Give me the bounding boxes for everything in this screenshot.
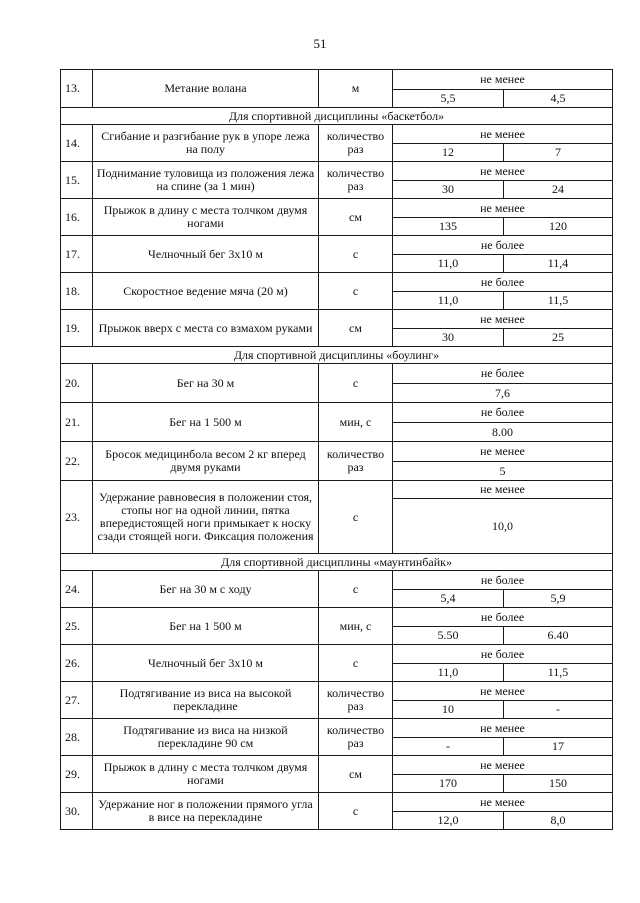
- table-row: [61, 310, 613, 329]
- table-row: [61, 719, 613, 738]
- condition-cell: не менее: [393, 481, 613, 499]
- condition-cell: не менее: [393, 162, 613, 181]
- unit-cell: с: [319, 273, 393, 310]
- condition-cell: не менее: [393, 310, 613, 329]
- unit-cell: мин, с: [319, 608, 393, 645]
- value-cell-1: 170: [393, 775, 504, 793]
- value-cell-2: 24: [504, 181, 613, 199]
- section-title: Для спортивной дисциплины «боулинг»: [61, 347, 613, 364]
- condition-cell: не более: [393, 403, 613, 423]
- value-cell: 7,6: [393, 384, 613, 403]
- table-row: [61, 70, 613, 90]
- table-row: [61, 364, 613, 384]
- condition-cell: не более: [393, 364, 613, 384]
- unit-cell: количество раз: [319, 719, 393, 756]
- exercise-name: Бег на 1 500 м: [93, 403, 319, 442]
- exercise-number: 23.: [61, 481, 93, 554]
- condition-cell: не более: [393, 571, 613, 590]
- condition-cell: не более: [393, 236, 613, 255]
- unit-cell: с: [319, 236, 393, 273]
- table-row: [61, 125, 613, 144]
- value-cell-2: -: [504, 701, 613, 719]
- unit-cell: см: [319, 199, 393, 236]
- unit-cell: количество раз: [319, 442, 393, 481]
- value-cell-2: 6.40: [504, 627, 613, 645]
- table-row: [61, 608, 613, 627]
- value-cell-1: 135: [393, 218, 504, 236]
- exercise-number: 18.: [61, 273, 93, 310]
- unit-cell: с: [319, 645, 393, 682]
- exercise-name: Бег на 1 500 м: [93, 608, 319, 645]
- unit-cell: с: [319, 571, 393, 608]
- condition-cell: не менее: [393, 70, 613, 90]
- exercise-number: 16.: [61, 199, 93, 236]
- exercise-number: 21.: [61, 403, 93, 442]
- condition-cell: не менее: [393, 793, 613, 812]
- section-row: [61, 108, 613, 125]
- exercise-name: Бег на 30 м: [93, 364, 319, 403]
- exercise-name: Прыжок в длину с места толчком двумя ногами: [93, 756, 319, 793]
- table-row: [61, 481, 613, 499]
- table-row: [61, 403, 613, 423]
- condition-cell: не менее: [393, 756, 613, 775]
- exercise-number: 22.: [61, 442, 93, 481]
- exercise-name: Метание волана: [93, 70, 319, 108]
- exercise-number: 24.: [61, 571, 93, 608]
- value-cell-1: 5,5: [393, 90, 504, 108]
- condition-cell: не менее: [393, 125, 613, 144]
- value-cell-1: 11,0: [393, 292, 504, 310]
- table-row: [61, 645, 613, 664]
- condition-cell: не менее: [393, 442, 613, 462]
- value-cell-1: -: [393, 738, 504, 756]
- unit-cell: м: [319, 70, 393, 108]
- table-row: [61, 571, 613, 590]
- section-title: Для спортивной дисциплины «баскетбол»: [61, 108, 613, 125]
- exercise-name: Подтягивание из виса на высокой перекладине: [93, 682, 319, 719]
- value-cell-1: 5,4: [393, 590, 504, 608]
- exercise-name: Подтягивание из виса на низкой перекладине 90 см: [93, 719, 319, 756]
- value-cell-2: 11,5: [504, 664, 613, 682]
- unit-cell: с: [319, 793, 393, 830]
- table-row: [61, 162, 613, 181]
- exercise-number: 14.: [61, 125, 93, 162]
- section-row: [61, 554, 613, 571]
- table-row: [61, 793, 613, 812]
- table-row: [61, 442, 613, 462]
- value-cell-2: 17: [504, 738, 613, 756]
- value-cell-2: 8,0: [504, 812, 613, 830]
- table-row: [61, 682, 613, 701]
- value-cell-1: 30: [393, 329, 504, 347]
- value-cell-2: 4,5: [504, 90, 613, 108]
- value-cell-2: 25: [504, 329, 613, 347]
- exercise-number: 29.: [61, 756, 93, 793]
- exercise-number: 30.: [61, 793, 93, 830]
- unit-cell: количество раз: [319, 162, 393, 199]
- unit-cell: с: [319, 481, 393, 554]
- value-cell-1: 5.50: [393, 627, 504, 645]
- exercise-number: 15.: [61, 162, 93, 199]
- value-cell: 8.00: [393, 423, 613, 442]
- exercise-number: 17.: [61, 236, 93, 273]
- condition-cell: не более: [393, 273, 613, 292]
- value-cell-1: 30: [393, 181, 504, 199]
- value-cell-2: 11,4: [504, 255, 613, 273]
- exercise-name: Удержание равновесия в положении стоя, стопы ног на одной линии, пятка впередистоящей ноги примыкает к носку сзади стоящей ноги. Фиксация положения: [93, 481, 319, 554]
- value-cell-1: 11,0: [393, 664, 504, 682]
- unit-cell: см: [319, 310, 393, 347]
- value-cell-1: 11,0: [393, 255, 504, 273]
- unit-cell: см: [319, 756, 393, 793]
- exercise-number: 25.: [61, 608, 93, 645]
- table-row: [61, 273, 613, 292]
- condition-cell: не менее: [393, 199, 613, 218]
- condition-cell: не менее: [393, 682, 613, 701]
- value-cell-2: 11,5: [504, 292, 613, 310]
- exercise-name: Челночный бег 3х10 м: [93, 236, 319, 273]
- unit-cell: количество раз: [319, 125, 393, 162]
- table-row: [61, 756, 613, 775]
- value-cell: 5: [393, 462, 613, 481]
- unit-cell: мин, с: [319, 403, 393, 442]
- section-row: [61, 347, 613, 364]
- value-cell-2: 7: [504, 144, 613, 162]
- table-row: [61, 199, 613, 218]
- exercise-number: 19.: [61, 310, 93, 347]
- exercise-name: Бег на 30 м с ходу: [93, 571, 319, 608]
- value-cell-2: 120: [504, 218, 613, 236]
- exercise-number: 28.: [61, 719, 93, 756]
- exercise-name: Сгибание и разгибание рук в упоре лежа на полу: [93, 125, 319, 162]
- exercise-name: Челночный бег 3х10 м: [93, 645, 319, 682]
- value-cell-1: 12,0: [393, 812, 504, 830]
- condition-cell: не менее: [393, 719, 613, 738]
- section-title: Для спортивной дисциплины «маунтинбайк»: [61, 554, 613, 571]
- exercise-number: 27.: [61, 682, 93, 719]
- exercise-number: 26.: [61, 645, 93, 682]
- exercise-name: Прыжок вверх с места со взмахом руками: [93, 310, 319, 347]
- table-row: [61, 236, 613, 255]
- value-cell-2: 150: [504, 775, 613, 793]
- condition-cell: не более: [393, 608, 613, 627]
- value-cell-1: 10: [393, 701, 504, 719]
- unit-cell: с: [319, 364, 393, 403]
- value-cell-2: 5,9: [504, 590, 613, 608]
- value-cell: 10,0: [393, 499, 613, 554]
- exercise-number: 13.: [61, 70, 93, 108]
- page-number: 51: [313, 36, 327, 51]
- exercise-name: Удержание ног в положении прямого угла в висе на перекладине: [93, 793, 319, 830]
- exercise-name: Прыжок в длину с места толчком двумя ногами: [93, 199, 319, 236]
- unit-cell: количество раз: [319, 682, 393, 719]
- value-cell-1: 12: [393, 144, 504, 162]
- exercise-name: Скоростное ведение мяча (20 м): [93, 273, 319, 310]
- exercise-name: Бросок медицинбола весом 2 кг вперед двумя руками: [93, 442, 319, 481]
- condition-cell: не более: [393, 645, 613, 664]
- exercise-name: Поднимание туловища из положения лежа на спине (за 1 мин): [93, 162, 319, 199]
- norms-table: [60, 69, 613, 830]
- exercise-number: 20.: [61, 364, 93, 403]
